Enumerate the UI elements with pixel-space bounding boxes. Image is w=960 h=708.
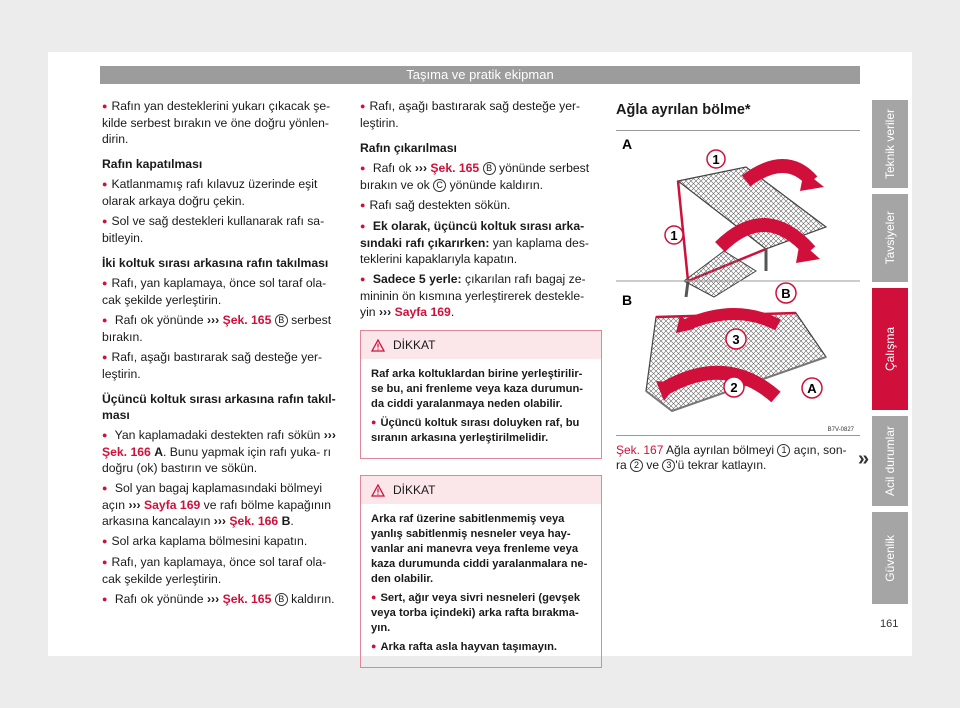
step-text: ● Rafı ok yönünde ››› Şek. 165 B serbest bırakın. <box>102 312 346 345</box>
step-text: ● Rafın yan desteklerini yukarı çıkacak şe- kilde serbest bırakın ve öne doğru yönlen- dirin. <box>102 98 346 147</box>
figure-link[interactable]: Şek. 165 <box>222 313 272 327</box>
callout-marker: B <box>275 314 288 327</box>
figure-link[interactable]: Şek. 166 <box>229 514 279 528</box>
svg-text:3: 3 <box>732 332 740 347</box>
step-text: ● Rafı ok yönünde ››› Şek. 165 B kaldırın. <box>102 591 346 608</box>
warning-title: DİKKAT <box>393 338 436 352</box>
ref-arrow: ››› <box>206 313 220 327</box>
step-text: ● Katlanmamış rafı kılavuz üzerinde eşit olarak arkaya doğru çekin. <box>102 176 346 209</box>
ref-arrow: ››› <box>213 514 226 528</box>
warning-header <box>361 476 601 504</box>
callout-marker: B <box>275 593 288 606</box>
warning-box <box>360 330 602 459</box>
callout-marker: B <box>483 162 496 175</box>
tab-tavsiyeler[interactable]: Tavsiyeler <box>872 194 908 282</box>
figure-number: Şek. 167 <box>616 443 664 457</box>
page-number: 161 <box>880 618 899 630</box>
figure-167 <box>616 130 860 436</box>
section-heading: İki koltuk sırası arkasına rafın takılması <box>102 256 329 270</box>
warning-body: Raf arka koltuklardan birine yerleştirilir- se bu, ani frenleme veya kaza durumun- da ciddi yaralanmaya neden olabilir. ● Üçüncü koltuk sırası doluyken raf, bu sıranın arkasına yerleştirilmelidir. <box>361 359 601 458</box>
page-header: Taşıma ve pratik ekipman <box>100 66 860 84</box>
section-heading: Üçüncü koltuk sırası arkasına rafın takıl- ması <box>102 392 336 422</box>
step-text: ● Sol ve sağ destekleri kullanarak rafı sa- bitleyin. <box>102 213 346 246</box>
panel-label-b: B <box>622 292 633 308</box>
column-right <box>616 98 860 473</box>
callout-marker: 3 <box>662 459 675 472</box>
panel-label-a: A <box>622 136 633 152</box>
step-text: ● Rafı, yan kaplamaya, önce sol taraf ola- cak şekilde yerleştirin. <box>102 554 346 587</box>
figure-caption: Şek. 167 Ağla ayrılan bölmeyi 1 açın, son- ra 2 ve 3 'ü tekrar katlayın. <box>616 443 847 472</box>
figure-link[interactable]: Şek. 166 <box>102 445 151 459</box>
warning-title: DİKKAT <box>393 483 436 497</box>
tab-acil-durumlar[interactable]: Acil durumlar <box>872 416 908 506</box>
column-left <box>102 98 346 612</box>
section-heading: Rafın çıkarılması <box>360 141 457 155</box>
warning-triangle-icon <box>371 339 385 352</box>
section-title: Ağla ayrılan bölme* <box>616 102 751 118</box>
ref-arrow: ››› <box>323 428 336 442</box>
step-text: ● Rafı, yan kaplamaya, önce sol taraf ola- cak şekilde yerleştirin. <box>102 275 346 308</box>
callout-marker: 2 <box>630 459 643 472</box>
ref-arrow: ››› <box>206 592 220 606</box>
figure-code: B7V-0827 <box>827 427 854 433</box>
step-text: ● Sol yan bagaj kaplamasındaki bölmeyi açın ››› Sayfa 169 ve rafı bölme kapağının arkasına kancalayın ››› Şek. 166 B. <box>102 480 346 529</box>
tab-calisma[interactable]: Çalışma <box>872 288 908 410</box>
page-link[interactable]: Sayfa 169 <box>394 305 451 319</box>
warning-body: Arka raf üzerine sabitlenmemiş veya yanlış sabitlenmiş nesneler veya hay- vanlar ani manevra veya frenleme veya kaza durumunda ciddi yaralanmalara ne- den olabilir. ● Sert, ağır veya sivri nesneleri (gevşek veya torba içindeki) arka rafta bırakma- yın. ● Arka rafta asla hayvan taşımayın. <box>361 504 601 667</box>
svg-text:2: 2 <box>730 380 738 395</box>
ref-arrow: ››› <box>128 498 141 512</box>
step-text: ● Ek olarak, üçüncü koltuk sırası arka- sındaki rafı çıkarırken: yan kaplama des- teklerini kapaklarıyla kapatın. <box>360 218 602 267</box>
tab-guvenlik[interactable]: Güvenlik <box>872 512 908 604</box>
cargo-net-illustration <box>616 131 860 437</box>
svg-text:B: B <box>781 286 791 301</box>
step-text: ● Rafı ok ››› Şek. 165 B yönünde serbest bırakın ve ok C yönünde kaldırın. <box>360 160 602 193</box>
step-text: ● Rafı, aşağı bastırarak sağ desteğe yer- leştirin. <box>102 349 346 382</box>
warning-box <box>360 475 602 668</box>
step-text: ● Rafı sağ destekten sökün. <box>360 197 602 214</box>
column-middle <box>360 98 602 668</box>
figure-link[interactable]: Şek. 165 <box>430 161 480 175</box>
step-text: ● Yan kaplamadaki destekten rafı sökün ››› Şek. 166 A. Bunu yapmak için rafı yuka- rı doğru (ok) bastırın ve sökün. <box>102 427 346 476</box>
callout-marker: C <box>433 179 446 192</box>
step-text: ● Sadece 5 yerle: çıkarılan rafı bagaj ze- mininin ön kısmına yerleştirerek destekle- yin ››› Sayfa 169. <box>360 271 602 320</box>
ref-arrow: ››› <box>414 161 428 175</box>
ref-arrow: ››› <box>378 305 392 319</box>
svg-text:1: 1 <box>712 152 720 167</box>
figure-link[interactable]: Şek. 165 <box>222 592 272 606</box>
section-heading: Rafın kapatılması <box>102 157 203 171</box>
chapter-tabs <box>872 100 908 610</box>
step-text: ● Rafı, aşağı bastırarak sağ desteğe yer- leştirin. <box>360 98 602 131</box>
tab-teknik-veriler[interactable]: Teknik veriler <box>872 100 908 188</box>
page-link[interactable]: Sayfa 169 <box>144 498 201 512</box>
svg-text:1: 1 <box>670 228 678 243</box>
continue-chevron-icon: » <box>858 448 870 470</box>
callout-marker: 1 <box>777 444 790 457</box>
svg-text:A: A <box>807 381 817 396</box>
warning-header <box>361 331 601 359</box>
warning-triangle-icon <box>371 484 385 497</box>
step-text: ● Sol arka kaplama bölmesini kapatın. <box>102 533 346 550</box>
